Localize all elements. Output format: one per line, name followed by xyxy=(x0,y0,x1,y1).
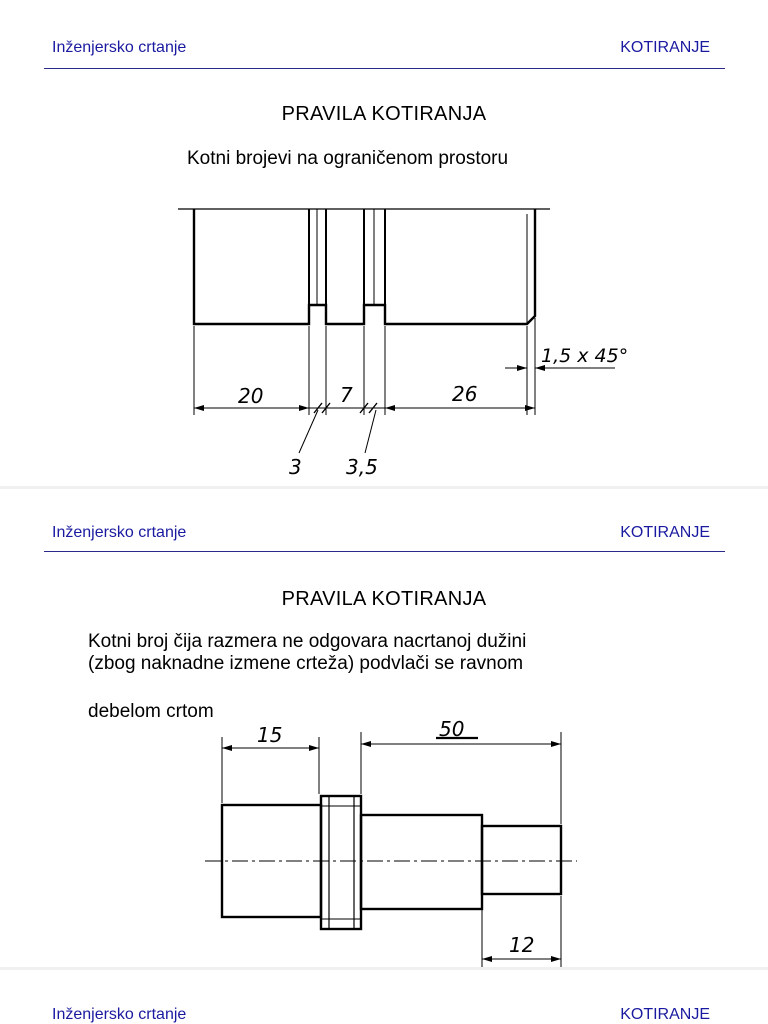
dim-label-26: 26 xyxy=(452,382,478,406)
body-line-2: (zbog naknadne izmene crteža) podvlači se ravnom xyxy=(88,653,524,674)
dim-label-50: 50 xyxy=(439,717,465,741)
header-right: KOTIRANJE xyxy=(620,524,710,541)
dim-label-3-5: 3,5 xyxy=(346,455,378,479)
slide-3 xyxy=(0,970,768,1024)
shaft-section-2 xyxy=(361,815,482,909)
header-right: KOTIRANJE xyxy=(620,1006,710,1023)
leader-3 xyxy=(299,410,318,453)
dim-label-12: 12 xyxy=(509,933,535,957)
slide-title: PRAVILA KOTIRANJA xyxy=(281,103,487,125)
header-left: Inženjersko crtanje xyxy=(52,1006,187,1023)
body-line-3: debelom crtom xyxy=(88,701,214,722)
dim-label-chamfer: 1,5 x 45° xyxy=(541,345,629,367)
drawing-grooves xyxy=(0,0,768,486)
header-left: Inženjersko crtanje xyxy=(52,39,187,56)
slide-title: PRAVILA KOTIRANJA xyxy=(281,588,487,610)
drawing-shaft xyxy=(0,489,768,967)
leader-3-5 xyxy=(365,410,376,453)
dim-label-3: 3 xyxy=(289,455,302,479)
slide-2 xyxy=(0,489,768,967)
dim-label-7: 7 xyxy=(340,383,353,407)
slide-1 xyxy=(0,0,768,486)
dim-label-15: 15 xyxy=(257,723,283,747)
slide-subtitle: Kotni brojevi na ograničenom prostoru xyxy=(187,148,509,169)
shaft-section-3 xyxy=(482,826,561,894)
shaft-collar xyxy=(321,796,361,929)
dim-label-20: 20 xyxy=(238,384,264,408)
header-left: Inženjersko crtanje xyxy=(52,524,187,541)
body-line-1: Kotni broj čija razmera ne odgovara nacrtanoj dužini xyxy=(88,631,527,652)
header-right: KOTIRANJE xyxy=(620,39,710,56)
